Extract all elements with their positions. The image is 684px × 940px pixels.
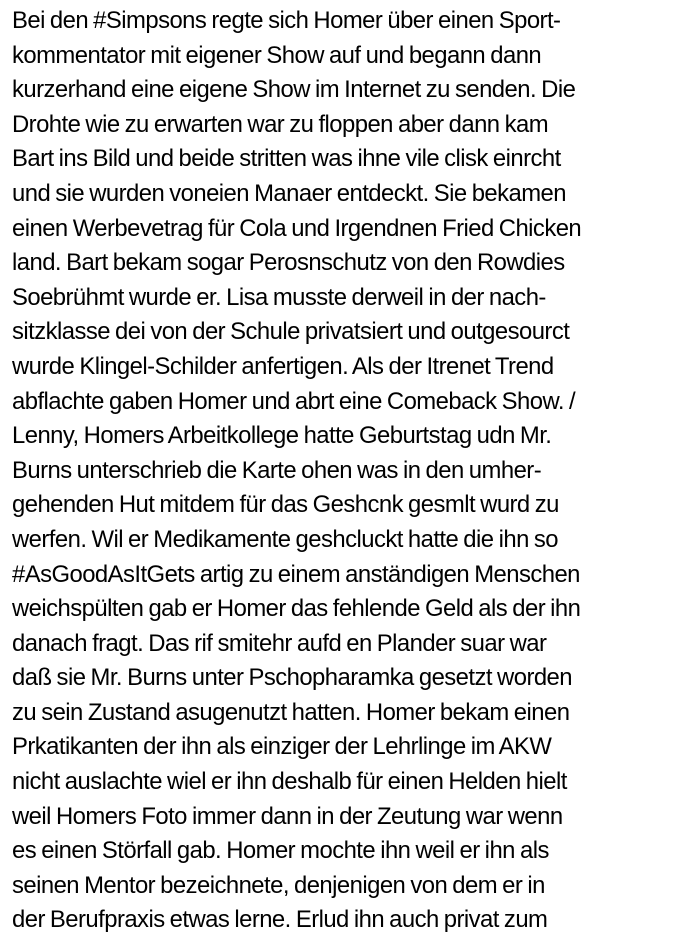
text-line: danach fragt. Das rif smitehr aufd en Plander suar war (12, 629, 547, 657)
text-line: und sie wurden voneien Manaer entdeckt. Sie bekamen (12, 179, 567, 207)
text-line: daß sie Mr. Burns unter Pschopharamka gesetzt worden (12, 664, 573, 692)
document-page (12, 4, 684, 938)
text-line: kommentator mit eigener Show auf und begann dann (12, 41, 542, 69)
text-line: abflachte gaben Homer und abrt eine Comeback Show. / (12, 387, 576, 415)
text-line: nicht auslachte wiel er ihn deshalb für einen Helden hielt (12, 768, 567, 796)
text-line: werfen. Wil er Medikamente geshcluckt hatte die ihn so (12, 525, 558, 553)
text-line: land. Bart bekam sogar Perosnschutz von den Rowdies (12, 249, 565, 277)
text-line: Burns unterschrieb die Karte ohen was in den umher- (12, 456, 542, 484)
text-line: Bart ins Bild und beide stritten was ihne vile clisk einrcht (12, 145, 561, 173)
text-line: weichspülten gab er Homer das fehlende Geld als der ihn (12, 595, 581, 623)
text-line: der Berufpraxis etwas lerne. Erlud ihn auch privat zum (12, 906, 548, 934)
text-line: es einen Störfall gab. Homer mochte ihn weil er ihn als (12, 837, 549, 865)
text-line: Lenny, Homers Arbeitkollege hatte Geburtstag udn Mr. (12, 422, 552, 450)
text-line: Drohte wie zu erwarten war zu floppen aber dann kam (12, 110, 549, 138)
text-line: kurzerhand eine eigene Show im Internet zu senden. Die (12, 76, 576, 104)
text-line: gehenden Hut mitdem für das Geshcnk gesmlt wurd zu (12, 491, 559, 519)
text-line: Bei den #Simpsons regte sich Homer über einen Sport- (12, 7, 561, 34)
text-line: seinen Mentor bezeichnete, denjenigen von dem er in (12, 871, 545, 899)
text-line: weil Homers Foto immer dann in der Zeutung war wenn (12, 802, 563, 830)
text-line: einen Werbevetrag für Cola und Irgendnen Fried Chicken (12, 214, 582, 242)
text-line: zu sein Zustand asugenutzt hatten. Homer bekam einen (12, 698, 570, 726)
text-line: Soebrühmt wurde er. Lisa musste derweil in der nach- (12, 283, 546, 311)
text-line: Prkatikanten der ihn als einziger der Lehrlinge im AKW (12, 733, 552, 761)
text-line: #AsGoodAsItGets artig zu einem anständigen Menschen (12, 560, 580, 588)
text-line: wurde Klingel-Schilder anfertigen. Als der Itrenet Trend (12, 352, 554, 380)
text-line: sitzklasse dei von der Schule privatsiert und outgesourct (12, 318, 570, 346)
